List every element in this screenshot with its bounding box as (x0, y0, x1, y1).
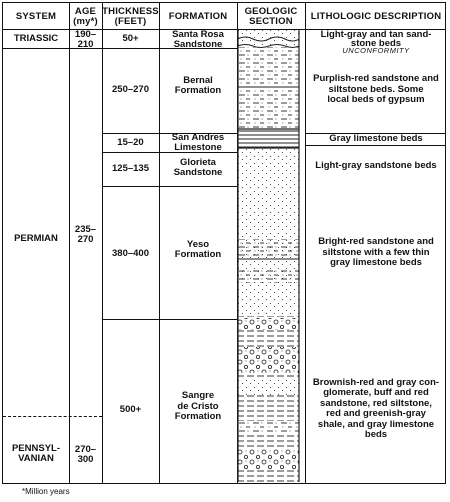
header-formation: FORMATION (168, 11, 228, 22)
description-line: Light-gray and tan sand- (320, 29, 432, 40)
formation-boundary (102, 319, 237, 320)
header-age-unit: (my*) (73, 16, 98, 27)
formation-line: de Cristo (177, 400, 219, 412)
geologic-section-column (237, 29, 300, 482)
unconformity-label: UNCONFORMITY (342, 46, 410, 55)
header-thickness-line: THICKNESS (102, 6, 159, 17)
formation-line: Sandstone (173, 167, 223, 178)
description-line: sandstone, red siltstone, (320, 397, 432, 409)
stratigraphic-table (2, 2, 446, 484)
header-thickness-unit: (FEET) (114, 16, 147, 27)
age-permian (69, 224, 102, 246)
age-triassic (69, 30, 102, 50)
description-line: Purplish-red sandstone and (313, 73, 439, 85)
formation-glorieta (159, 157, 237, 179)
header-section (237, 7, 305, 27)
formation-line: Bernal (183, 74, 213, 86)
system-pennsylvanian (3, 443, 69, 465)
system-permian: PERMIAN (14, 232, 58, 244)
formation-sangre (159, 390, 237, 424)
formation-line: Glorieta (180, 156, 216, 168)
formation-line: San Andres (171, 132, 225, 143)
formation-line: Formation (174, 411, 222, 423)
formation-line: Limestone (174, 141, 222, 153)
description-line: Bright-red sandstone and (318, 236, 434, 248)
header-section-line: SECTION (249, 16, 293, 27)
thickness-yeso: 380–400 (112, 247, 149, 259)
formation-line: Formation (174, 249, 222, 260)
formation-bernal (159, 75, 237, 97)
formation-yeso (159, 239, 237, 261)
thickness-sangre: 500+ (119, 403, 142, 415)
formation-line: Formation (174, 85, 222, 96)
age-line: 270 (77, 234, 94, 245)
description-san-andres: Gray limestone beds (329, 133, 423, 145)
thickness-bernal: 250–270 (112, 83, 149, 95)
thickness-glorieta: 125–135 (112, 162, 149, 174)
formation-san-andres (159, 133, 237, 152)
description-glorieta: Light-gray sandstone beds (315, 159, 437, 171)
age-line: 210 (77, 39, 94, 50)
age-line: 300 (77, 454, 94, 465)
system-triassic: TRIASSIC (13, 32, 59, 44)
age-line: 235– (74, 223, 97, 235)
system-penn-line: PENNSYL- (11, 442, 61, 454)
header-age (69, 7, 102, 27)
description-line: siltstone with a few thin (322, 246, 430, 258)
description-line: siltstone beds. Some (328, 83, 424, 95)
header-section-line: GEOLOGIC (244, 6, 298, 17)
formation-boundary (102, 186, 237, 187)
footnote: *Million years (22, 487, 70, 496)
description-line: local beds of gypsum (327, 94, 425, 106)
description-line: beds (364, 429, 388, 440)
age-pennsylvanian (69, 444, 102, 466)
system-boundary-dashed (3, 416, 102, 417)
description-yeso (305, 236, 447, 270)
description-line: gray limestone beds (330, 257, 422, 269)
system-penn-line: VANIAN (18, 453, 54, 464)
formation-line: Santa Rosa (172, 29, 224, 40)
header-age-line: AGE (74, 6, 97, 17)
age-line: 190– (74, 28, 97, 40)
header-thickness (102, 7, 159, 27)
description-line: stone beds (350, 38, 402, 49)
description-sangre (305, 376, 447, 442)
thickness-san-andres: 15–20 (117, 136, 144, 148)
thickness-santa-rosa: 50+ (122, 32, 139, 44)
formation-line: Yeso (186, 238, 210, 250)
formation-santa-rosa (159, 30, 237, 49)
description-line: red and greenish-gray (326, 408, 426, 419)
header-system: SYSTEM (15, 11, 57, 22)
description-bernal (305, 73, 447, 107)
description-line: glomerate, buff and red (323, 387, 429, 398)
description-boundary (305, 145, 445, 146)
age-line: 270– (74, 443, 97, 455)
header-description: LITHOLOGIC DESCRIPTION (310, 11, 442, 22)
description-line: shale, and gray limestone (317, 418, 435, 430)
formation-line: Sandstone (173, 38, 223, 50)
description-line: Brownish-red and gray con- (312, 376, 440, 388)
formation-line: Sangre (181, 390, 215, 402)
